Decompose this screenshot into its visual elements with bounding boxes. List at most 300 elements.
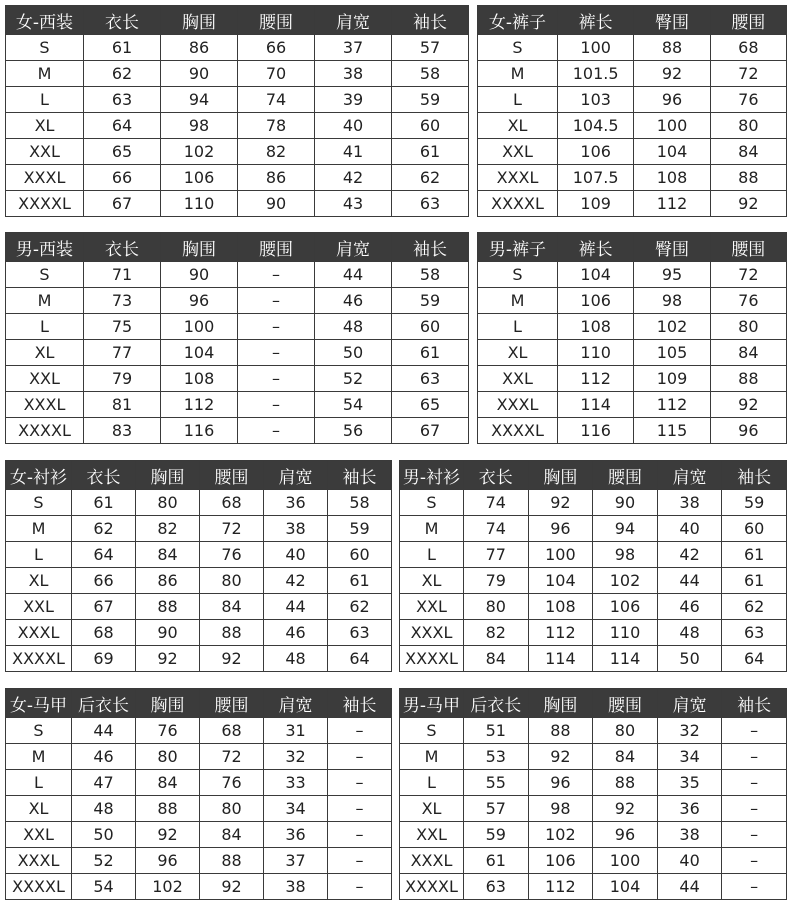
measurement-cell: 96: [528, 770, 593, 796]
measurement-cell: –: [722, 718, 787, 744]
measurement-cell: 59: [392, 87, 469, 113]
table-row: [478, 366, 787, 392]
measurement-cell: 63: [84, 87, 161, 113]
size-label-cell: XXXL: [6, 165, 84, 191]
measurement-cell: 57: [392, 35, 469, 61]
measurement-cell: 80: [710, 113, 786, 139]
measurement-cell: 88: [710, 366, 786, 392]
table-row: [400, 770, 787, 796]
size-label-cell: XL: [400, 568, 464, 594]
size-label-cell: S: [478, 35, 558, 61]
size-label-cell: XXXL: [6, 848, 72, 874]
size-table-women-pants: [477, 5, 787, 217]
measurement-cell: 54: [72, 874, 136, 900]
measurement-cell: 64: [72, 542, 136, 568]
measurement-cell: 76: [710, 87, 786, 113]
measurement-cell: –: [328, 744, 392, 770]
size-table-women-shirt: [5, 460, 392, 672]
measurement-cell: 65: [392, 392, 469, 418]
measurement-cell: 59: [328, 516, 392, 542]
table-row: [400, 594, 787, 620]
table-row: [400, 744, 787, 770]
measurement-cell: 102: [634, 314, 710, 340]
size-label-cell: XXXXL: [400, 874, 464, 900]
measurement-cell: 106: [558, 288, 634, 314]
measurement-cell: 42: [657, 542, 722, 568]
measurement-cell: 112: [528, 874, 593, 900]
measurement-cell: 90: [161, 61, 238, 87]
measurement-cell: 108: [558, 314, 634, 340]
table-row: [6, 340, 469, 366]
measurement-cell: 61: [722, 542, 787, 568]
table-row: [6, 418, 469, 444]
measurement-cell: 59: [392, 288, 469, 314]
measurement-cell: 65: [84, 139, 161, 165]
measurement-cell: 52: [72, 848, 136, 874]
measurement-cell: 66: [72, 568, 136, 594]
measurement-cell: 60: [328, 542, 392, 568]
measurement-cell: 96: [634, 87, 710, 113]
measurement-cell: 42: [264, 568, 328, 594]
size-label-cell: M: [6, 516, 72, 542]
measurement-cell: 61: [328, 568, 392, 594]
measurement-cell: 63: [328, 620, 392, 646]
size-label-cell: M: [6, 288, 84, 314]
column-header: 肩宽: [657, 689, 722, 718]
measurement-cell: 63: [464, 874, 529, 900]
measurement-cell: 40: [657, 516, 722, 542]
measurement-cell: 108: [634, 165, 710, 191]
measurement-cell: 46: [315, 288, 392, 314]
measurement-cell: 104: [634, 139, 710, 165]
measurement-cell: 103: [558, 87, 634, 113]
measurement-cell: 44: [315, 262, 392, 288]
size-label-cell: XXL: [6, 822, 72, 848]
measurement-cell: 62: [722, 594, 787, 620]
size-label-cell: S: [478, 262, 558, 288]
size-label-cell: XL: [400, 796, 464, 822]
table-row: [6, 35, 469, 61]
measurement-cell: 101.5: [558, 61, 634, 87]
column-header: 衣长: [84, 6, 161, 35]
table-row: [478, 392, 787, 418]
measurement-cell: 56: [315, 418, 392, 444]
measurement-cell: 64: [722, 646, 787, 672]
column-header: 腰围: [710, 233, 786, 262]
measurement-cell: 62: [72, 516, 136, 542]
measurement-cell: 43: [315, 191, 392, 217]
measurement-cell: –: [328, 718, 392, 744]
size-table-men-shirt: [399, 460, 787, 672]
measurement-cell: 92: [136, 646, 200, 672]
measurement-cell: 76: [136, 718, 200, 744]
column-header: 胸围: [161, 233, 238, 262]
table-row: [6, 262, 469, 288]
measurement-cell: 92: [136, 822, 200, 848]
measurement-cell: 84: [710, 340, 786, 366]
table-row: [6, 490, 392, 516]
measurement-cell: 61: [72, 490, 136, 516]
measurement-cell: 47: [72, 770, 136, 796]
measurement-cell: 100: [558, 35, 634, 61]
measurement-cell: 78: [238, 113, 315, 139]
measurement-cell: 116: [161, 418, 238, 444]
measurement-cell: 80: [200, 796, 264, 822]
measurement-cell: 92: [528, 744, 593, 770]
measurement-cell: 83: [84, 418, 161, 444]
measurement-cell: 70: [238, 61, 315, 87]
measurement-cell: –: [328, 770, 392, 796]
measurement-cell: 95: [634, 262, 710, 288]
size-label-cell: S: [400, 490, 464, 516]
measurement-cell: 88: [593, 770, 658, 796]
measurement-cell: 94: [593, 516, 658, 542]
size-label-cell: S: [6, 490, 72, 516]
measurement-cell: 80: [464, 594, 529, 620]
measurement-cell: 60: [392, 113, 469, 139]
size-label-cell: XL: [6, 340, 84, 366]
measurement-cell: –: [328, 874, 392, 900]
column-header: 后衣长: [464, 689, 529, 718]
measurement-cell: 67: [392, 418, 469, 444]
measurement-cell: 92: [200, 874, 264, 900]
table-row: [400, 490, 787, 516]
measurement-cell: –: [722, 848, 787, 874]
column-header: 腰围: [238, 6, 315, 35]
measurement-cell: 80: [593, 718, 658, 744]
measurement-cell: 84: [200, 594, 264, 620]
measurement-cell: 59: [464, 822, 529, 848]
measurement-cell: 58: [392, 262, 469, 288]
table-row: [6, 874, 392, 900]
size-table-men-vest: [399, 688, 787, 900]
size-label-cell: XXXXL: [6, 874, 72, 900]
column-header: 肩宽: [315, 233, 392, 262]
size-label-cell: XXL: [478, 139, 558, 165]
measurement-cell: 67: [84, 191, 161, 217]
measurement-cell: 96: [528, 516, 593, 542]
measurement-cell: 68: [200, 490, 264, 516]
size-label-cell: XXXL: [478, 165, 558, 191]
size-label-cell: XXXL: [6, 620, 72, 646]
column-header: 袖长: [722, 461, 787, 490]
measurement-cell: 62: [84, 61, 161, 87]
table-row: [6, 191, 469, 217]
table-header-row: [6, 461, 392, 490]
measurement-cell: 105: [634, 340, 710, 366]
measurement-cell: 73: [84, 288, 161, 314]
table-row: [6, 822, 392, 848]
measurement-cell: 59: [722, 490, 787, 516]
measurement-cell: 76: [200, 770, 264, 796]
measurement-cell: 44: [264, 594, 328, 620]
measurement-cell: 66: [84, 165, 161, 191]
measurement-cell: 88: [200, 620, 264, 646]
measurement-cell: 100: [161, 314, 238, 340]
table-header-row: [6, 6, 469, 35]
measurement-cell: 110: [161, 191, 238, 217]
measurement-cell: 68: [72, 620, 136, 646]
measurement-cell: 61: [722, 568, 787, 594]
size-label-cell: XL: [6, 568, 72, 594]
table-row: [6, 796, 392, 822]
column-header: 胸围: [136, 461, 200, 490]
column-header: 腰围: [593, 689, 658, 718]
measurement-cell: 74: [238, 87, 315, 113]
table-row: [6, 646, 392, 672]
measurement-cell: –: [238, 288, 315, 314]
measurement-cell: 51: [464, 718, 529, 744]
measurement-cell: 68: [710, 35, 786, 61]
table-row: [6, 87, 469, 113]
measurement-cell: 55: [464, 770, 529, 796]
measurement-cell: 60: [392, 314, 469, 340]
measurement-cell: –: [722, 874, 787, 900]
size-label-cell: L: [6, 770, 72, 796]
table-row: [400, 796, 787, 822]
measurement-cell: 108: [528, 594, 593, 620]
column-header: 臀围: [634, 233, 710, 262]
measurement-cell: 90: [593, 490, 658, 516]
measurement-cell: 44: [657, 568, 722, 594]
measurement-cell: 52: [315, 366, 392, 392]
table-row: [6, 848, 392, 874]
size-label-cell: M: [478, 61, 558, 87]
measurement-cell: 58: [328, 490, 392, 516]
measurement-cell: 48: [264, 646, 328, 672]
size-label-cell: XXL: [400, 822, 464, 848]
size-label-cell: M: [6, 61, 84, 87]
measurement-cell: –: [328, 796, 392, 822]
column-header: 后衣长: [72, 689, 136, 718]
measurement-cell: 33: [264, 770, 328, 796]
table-header-row: [478, 6, 787, 35]
table-title-cell: 女-西装: [6, 6, 84, 35]
column-header: 袖长: [328, 689, 392, 718]
table-title-cell: 女-马甲: [6, 689, 72, 718]
measurement-cell: 82: [238, 139, 315, 165]
measurement-cell: 88: [136, 796, 200, 822]
table-row: [478, 35, 787, 61]
measurement-cell: 90: [136, 620, 200, 646]
measurement-cell: 96: [136, 848, 200, 874]
measurement-cell: 62: [392, 165, 469, 191]
size-label-cell: S: [6, 262, 84, 288]
measurement-cell: 63: [722, 620, 787, 646]
table-row: [478, 262, 787, 288]
measurement-cell: 54: [315, 392, 392, 418]
size-table-men-suit: [5, 232, 469, 444]
size-label-cell: XXXXL: [478, 418, 558, 444]
measurement-cell: 61: [464, 848, 529, 874]
size-label-cell: XXXL: [400, 620, 464, 646]
table-row: [400, 516, 787, 542]
table-title-cell: 男-衬衫: [400, 461, 464, 490]
column-header: 腰围: [593, 461, 658, 490]
measurement-cell: 116: [558, 418, 634, 444]
measurement-cell: 77: [464, 542, 529, 568]
table-row: [478, 165, 787, 191]
table-row: [478, 87, 787, 113]
measurement-cell: 79: [464, 568, 529, 594]
size-table-women-vest: [5, 688, 392, 900]
measurement-cell: –: [238, 392, 315, 418]
measurement-cell: 62: [328, 594, 392, 620]
column-header: 胸围: [136, 689, 200, 718]
measurement-cell: 112: [528, 620, 593, 646]
measurement-cell: 107.5: [558, 165, 634, 191]
measurement-cell: 104.5: [558, 113, 634, 139]
measurement-cell: 102: [161, 139, 238, 165]
size-label-cell: L: [6, 314, 84, 340]
table-row: [6, 392, 469, 418]
table-row: [478, 314, 787, 340]
column-header: 袖长: [392, 6, 469, 35]
column-header: 裤长: [558, 6, 634, 35]
measurement-cell: 66: [238, 35, 315, 61]
measurement-cell: 98: [161, 113, 238, 139]
measurement-cell: 100: [593, 848, 658, 874]
table-row: [400, 822, 787, 848]
column-header: 腰围: [710, 6, 786, 35]
measurement-cell: 69: [72, 646, 136, 672]
measurement-cell: 44: [657, 874, 722, 900]
measurement-cell: 37: [264, 848, 328, 874]
measurement-cell: 110: [558, 340, 634, 366]
column-header: 腰围: [238, 233, 315, 262]
measurement-cell: 98: [634, 288, 710, 314]
table-row: [6, 516, 392, 542]
size-label-cell: XXL: [6, 594, 72, 620]
measurement-cell: 38: [315, 61, 392, 87]
table-row: [6, 620, 392, 646]
measurement-cell: 82: [464, 620, 529, 646]
table-row: [6, 288, 469, 314]
measurement-cell: 92: [710, 392, 786, 418]
measurement-cell: 112: [558, 366, 634, 392]
column-header: 衣长: [464, 461, 529, 490]
measurement-cell: 114: [558, 392, 634, 418]
column-header: 肩宽: [264, 461, 328, 490]
measurement-cell: 92: [200, 646, 264, 672]
measurement-cell: –: [722, 770, 787, 796]
measurement-cell: 86: [161, 35, 238, 61]
size-label-cell: XL: [6, 113, 84, 139]
measurement-cell: 115: [634, 418, 710, 444]
measurement-cell: 80: [136, 490, 200, 516]
column-header: 肩宽: [657, 461, 722, 490]
table-row: [6, 594, 392, 620]
size-label-cell: XL: [478, 340, 558, 366]
measurement-cell: 79: [84, 366, 161, 392]
table-title-cell: 女-裤子: [478, 6, 558, 35]
measurement-cell: 81: [84, 392, 161, 418]
measurement-cell: 50: [315, 340, 392, 366]
measurement-cell: 98: [593, 542, 658, 568]
measurement-cell: 104: [558, 262, 634, 288]
size-label-cell: L: [478, 87, 558, 113]
measurement-cell: 37: [315, 35, 392, 61]
size-label-cell: XL: [6, 796, 72, 822]
measurement-cell: –: [238, 314, 315, 340]
table-row: [478, 113, 787, 139]
measurement-cell: 104: [528, 568, 593, 594]
size-label-cell: XXXL: [478, 392, 558, 418]
size-table-women-suit: [5, 5, 469, 217]
measurement-cell: 92: [710, 191, 786, 217]
measurement-cell: 114: [528, 646, 593, 672]
measurement-cell: 109: [634, 366, 710, 392]
column-header: 胸围: [161, 6, 238, 35]
measurement-cell: 100: [634, 113, 710, 139]
measurement-cell: 64: [84, 113, 161, 139]
table-row: [6, 314, 469, 340]
measurement-cell: 50: [72, 822, 136, 848]
table-header-row: [478, 233, 787, 262]
measurement-cell: 63: [392, 191, 469, 217]
measurement-cell: 72: [710, 262, 786, 288]
column-header: 腰围: [200, 689, 264, 718]
column-header: 裤长: [558, 233, 634, 262]
measurement-cell: 72: [200, 516, 264, 542]
table-row: [478, 418, 787, 444]
measurement-cell: 46: [657, 594, 722, 620]
table-title-cell: 女-衬衫: [6, 461, 72, 490]
measurement-cell: 84: [464, 646, 529, 672]
measurement-cell: 40: [657, 848, 722, 874]
size-label-cell: XXXL: [6, 392, 84, 418]
measurement-cell: 86: [136, 568, 200, 594]
measurement-cell: 31: [264, 718, 328, 744]
measurement-cell: 102: [136, 874, 200, 900]
column-header: 衣长: [84, 233, 161, 262]
measurement-cell: 64: [328, 646, 392, 672]
table-header-row: [400, 461, 787, 490]
table-row: [478, 139, 787, 165]
measurement-cell: 72: [200, 744, 264, 770]
size-label-cell: XL: [478, 113, 558, 139]
measurement-cell: –: [238, 418, 315, 444]
size-label-cell: M: [478, 288, 558, 314]
column-header: 肩宽: [264, 689, 328, 718]
measurement-cell: –: [238, 340, 315, 366]
measurement-cell: 108: [161, 366, 238, 392]
table-row: [6, 744, 392, 770]
measurement-cell: 96: [710, 418, 786, 444]
measurement-cell: 74: [464, 516, 529, 542]
table-row: [400, 568, 787, 594]
measurement-cell: 48: [72, 796, 136, 822]
measurement-cell: 88: [634, 35, 710, 61]
measurement-cell: 109: [558, 191, 634, 217]
size-label-cell: XXL: [478, 366, 558, 392]
measurement-cell: 80: [710, 314, 786, 340]
column-header: 衣长: [72, 461, 136, 490]
measurement-cell: 88: [528, 718, 593, 744]
measurement-cell: 77: [84, 340, 161, 366]
table-row: [400, 620, 787, 646]
measurement-cell: 112: [634, 392, 710, 418]
measurement-cell: 112: [161, 392, 238, 418]
measurement-cell: 106: [528, 848, 593, 874]
measurement-cell: 61: [392, 340, 469, 366]
table-row: [6, 113, 469, 139]
measurement-cell: 38: [264, 516, 328, 542]
size-label-cell: XXL: [6, 366, 84, 392]
measurement-cell: 106: [161, 165, 238, 191]
measurement-cell: 82: [136, 516, 200, 542]
size-label-cell: L: [400, 770, 464, 796]
